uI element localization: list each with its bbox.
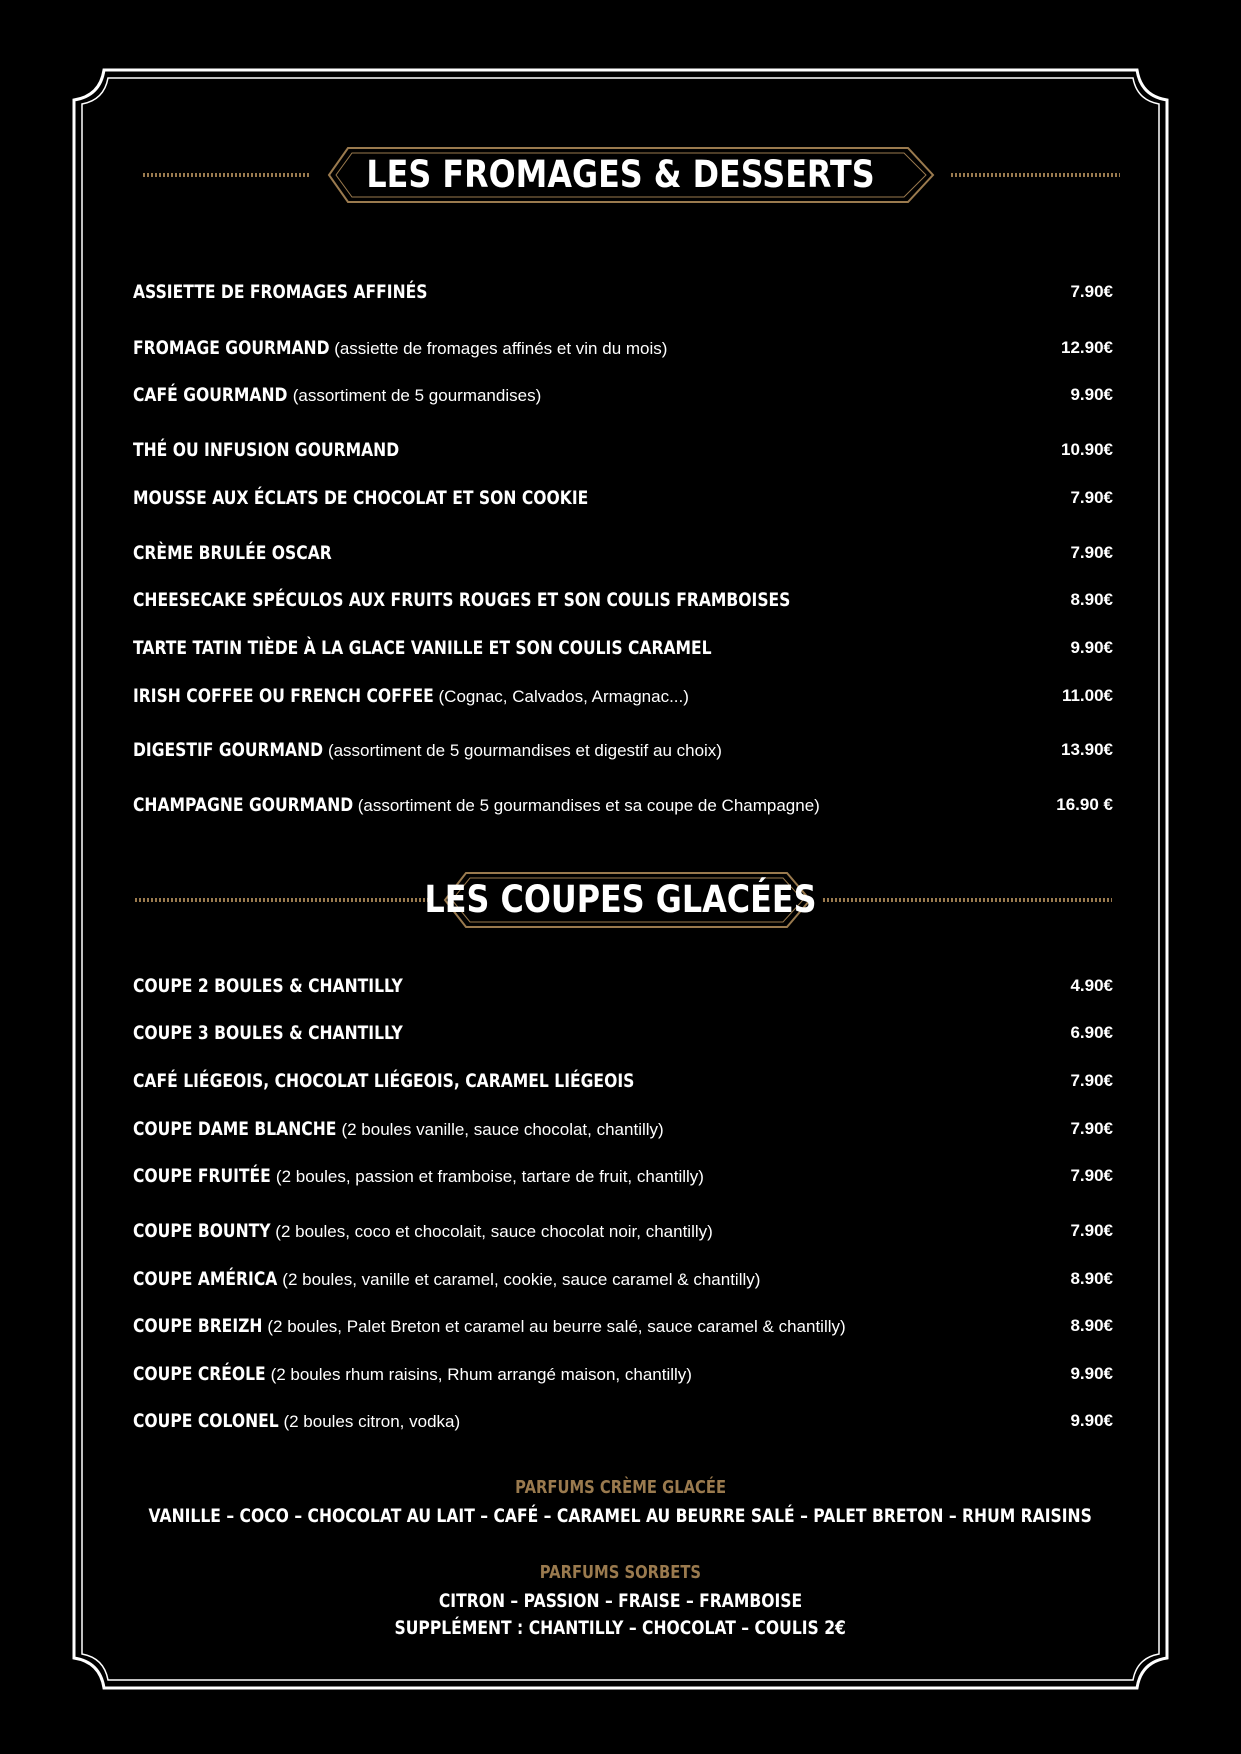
menu-item-price: 9.90€ (1070, 1364, 1113, 1383)
menu-item-name: TARTE TATIN TIÈDE À LA GLACE VANILLE ET SON COULIS CARAMEL (133, 637, 712, 659)
supplement-line: SUPPLÉMENT : CHANTILLY – CHOCOLAT – COULIS 2€ (394, 1617, 847, 1639)
menu-item (133, 734, 1113, 766)
menu-item-left (133, 337, 667, 359)
menu-item-name: CAFÉ LIÉGEOIS, CHOCOLAT LIÉGEOIS, CARAMEL LIÉGEOIS (133, 1070, 635, 1092)
menu-item-price: 12.90€ (1061, 338, 1113, 357)
sorbet-flavors-list: CITRON – PASSION – FRAISE – FRAMBOISE (438, 1590, 803, 1612)
menu-item-name: COUPE BREIZH (133, 1315, 263, 1337)
menu-item-left (133, 439, 404, 461)
menu-item (133, 1017, 1113, 1049)
menu-item-price: 9.90€ (1070, 1411, 1113, 1430)
menu-item-left (133, 739, 722, 761)
menu-item-left (133, 1165, 704, 1187)
menu-item-price: 7.90€ (1070, 543, 1113, 562)
menu-item-price: 7.90€ (1070, 1221, 1113, 1240)
menu-item-name: CAFÉ GOURMAND (133, 384, 288, 406)
menu-item (133, 482, 1113, 514)
menu-item-name: COUPE AMÉRICA (133, 1268, 278, 1290)
menu-item-name: CHAMPAGNE GOURMAND (133, 794, 354, 816)
menu-item (133, 680, 1113, 712)
menu-item-description: (2 boules, Palet Breton et caramel au beurre salé, sauce caramel & chantilly) (267, 1317, 846, 1336)
menu-item (133, 379, 1113, 411)
menu-item-description: (assiette de fromages affinés et vin du mois) (334, 339, 668, 358)
menu-item-left (133, 384, 541, 406)
menu-item-name: COUPE FRUITÉE (133, 1165, 271, 1187)
menu-item-left (133, 1022, 408, 1044)
coupes-title: LES COUPES GLACÉES (424, 878, 817, 921)
menu-item-left (133, 975, 408, 997)
menu-item-name: COUPE CRÉOLE (133, 1363, 266, 1385)
menu-item-description: (assortiment de 5 gourmandises et sa coupe de Champagne) (357, 796, 820, 815)
menu-item (133, 1263, 1113, 1295)
menu-item-left (133, 1315, 846, 1337)
menu-item (133, 1160, 1113, 1192)
menu-item-price: 4.90€ (1070, 976, 1113, 995)
menu-item (133, 276, 1113, 308)
menu-item-left (133, 1070, 640, 1092)
menu-item (133, 1065, 1113, 1097)
menu-item-name: FROMAGE GOURMAND (133, 337, 330, 359)
menu-item-price: 9.90€ (1070, 638, 1113, 657)
menu-item-description: (2 boules rhum raisins, Rhum arrangé maison, chantilly) (270, 1365, 692, 1384)
menu-item-price: 8.90€ (1070, 1316, 1113, 1335)
menu-item-left (133, 589, 795, 611)
menu-item-left (133, 794, 820, 816)
menu-item-name: ASSIETTE DE FROMAGES AFFINÉS (133, 281, 428, 303)
menu-item-name: COUPE DAME BLANCHE (133, 1118, 337, 1140)
menu-item (133, 537, 1113, 569)
menu-item-description: (Cognac, Calvados, Armagnac...) (438, 687, 689, 706)
menu-item-price: 16.90 € (1056, 795, 1113, 814)
menu-item-description: (2 boules vanille, sauce chocolat, chantilly) (341, 1120, 664, 1139)
menu-item (133, 970, 1113, 1002)
menu-item (133, 332, 1113, 364)
menu-item-price: 11.00€ (1061, 686, 1113, 705)
sorbet-flavors-title: PARFUMS SORBETS (539, 1562, 702, 1583)
menu-item-left (133, 487, 594, 509)
menu-item-name: CHEESECAKE SPÉCULOS AUX FRUITS ROUGES ET SON COULIS FRAMBOISES (133, 589, 791, 611)
menu-item-name: COUPE 2 BOULES & CHANTILLY (133, 975, 403, 997)
menu-item-left (133, 542, 337, 564)
menu-item (133, 1358, 1113, 1390)
menu-item-description: (2 boules, passion et framboise, tartare de fruit, chantilly) (275, 1167, 704, 1186)
menu-item-name: COUPE BOUNTY (133, 1220, 271, 1242)
menu-item-price: 13.90€ (1061, 740, 1113, 759)
menu-item-description: (2 boules, vanille et caramel, cookie, sauce caramel & chantilly) (282, 1270, 761, 1289)
menu-item-price: 6.90€ (1070, 1023, 1113, 1042)
desserts-title: LES FROMAGES & DESSERTS (366, 153, 875, 196)
menu-item-left (133, 1118, 664, 1140)
menu-item-price: 7.90€ (1070, 282, 1113, 301)
menu-item-price: 7.90€ (1070, 1119, 1113, 1138)
menu-item-price: 9.90€ (1070, 385, 1113, 404)
menu-item-name: THÉ OU INFUSION GOURMAND (133, 439, 400, 461)
menu-item-name: COUPE COLONEL (133, 1410, 279, 1432)
menu-item-description: (assortiment de 5 gourmandises) (292, 386, 542, 405)
menu-item-price: 10.90€ (1061, 440, 1113, 459)
menu-item-price: 7.90€ (1070, 1071, 1113, 1090)
menu-item-name: DIGESTIF GOURMAND (133, 739, 324, 761)
menu-item (133, 434, 1113, 466)
menu-item (133, 1113, 1113, 1145)
menu-item (133, 584, 1113, 616)
menu-item-left (133, 637, 716, 659)
menu-item-description: (2 boules, coco et chocolait, sauce chocolat noir, chantilly) (275, 1222, 713, 1241)
menu-item-left (133, 1220, 713, 1242)
menu-item-left (133, 685, 689, 707)
menu-item-name: IRISH COFFEE OU FRENCH COFFEE (133, 685, 434, 707)
menu-item (133, 632, 1113, 664)
menu-item-price: 7.90€ (1070, 488, 1113, 507)
menu-item (133, 1215, 1113, 1247)
ice-cream-flavors-title: PARFUMS CRÈME GLACÉE (515, 1477, 726, 1498)
ice-cream-flavors-list: VANILLE – COCO – CHOCOLAT AU LAIT – CAFÉ – CARAMEL AU BEURRE SALÉ – PALET BRETON – RHUM RAISINS (148, 1505, 1093, 1527)
menu-item-price: 8.90€ (1070, 590, 1113, 609)
menu-item-left (133, 1410, 460, 1432)
menu-item-price: 7.90€ (1070, 1166, 1113, 1185)
menu-item-name: CRÈME BRULÉE OSCAR (133, 542, 332, 564)
menu-item-name: MOUSSE AUX ÉCLATS DE CHOCOLAT ET SON COOKIE (133, 487, 589, 509)
menu-item (133, 789, 1113, 821)
menu-item-left (133, 281, 433, 303)
menu-item (133, 1310, 1113, 1342)
menu-item-name: COUPE 3 BOULES & CHANTILLY (133, 1022, 403, 1044)
menu-item (133, 1405, 1113, 1437)
menu-item-price: 8.90€ (1070, 1269, 1113, 1288)
menu-item-left (133, 1363, 692, 1385)
menu-item-description: (assortiment de 5 gourmandises et digestif au choix) (327, 741, 722, 760)
menu-item-left (133, 1268, 760, 1290)
menu-item-description: (2 boules citron, vodka) (283, 1412, 461, 1431)
